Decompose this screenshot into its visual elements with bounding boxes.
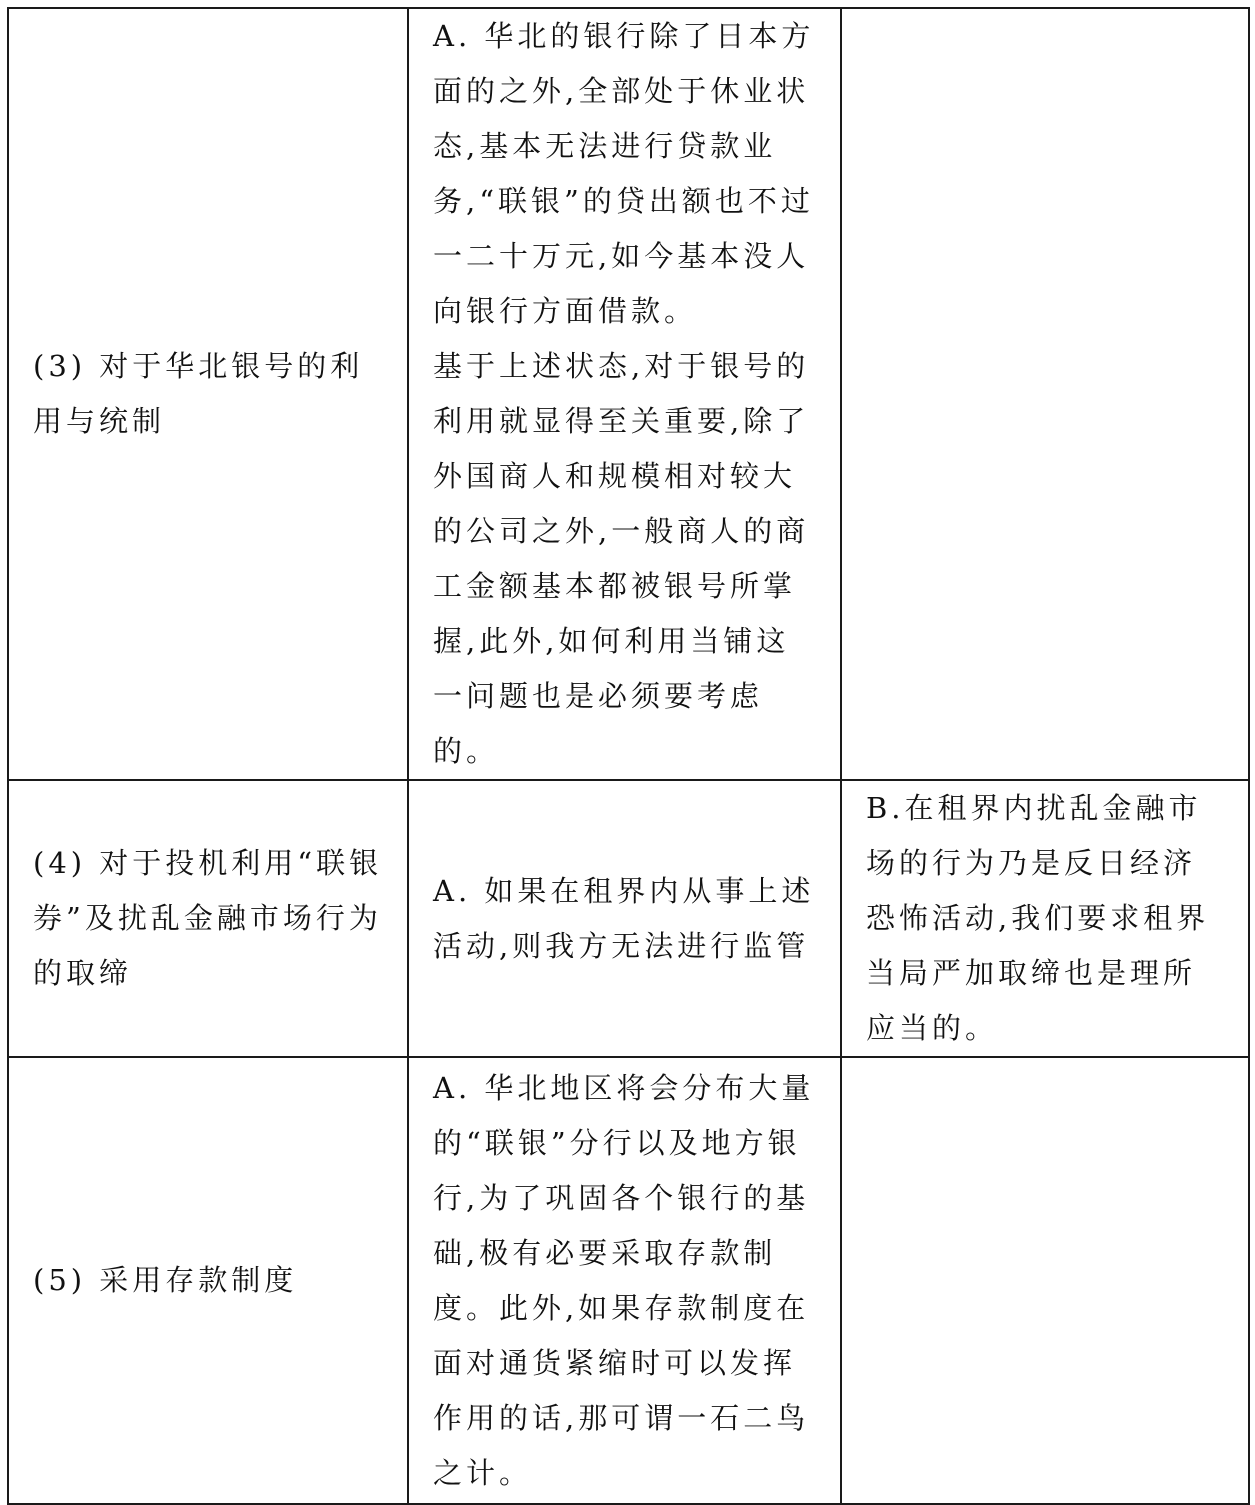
- topic-cell: (4) 对于投机利用“联银券”及扰乱金融市场行为的取缔: [8, 780, 408, 1057]
- topic-cell: (3) 对于华北银号的利用与统制: [8, 8, 408, 780]
- table-row: [8, 8, 1249, 780]
- document-table: [7, 7, 1250, 1505]
- measure-b-cell: B.在租界内扰乱金融市场的行为乃是反日经济恐怖活动,我们要求租界当局严加取缔也是理所应当的。: [841, 780, 1249, 1057]
- measure-a-paragraph: A. 华北的银行除了日本方面的之外,全部处于休业状态,基本无法进行贷款业务,“联银”的贷出额也不过一二十万元,如今基本没人向银行方面借款。: [433, 19, 815, 328]
- table-row: [8, 780, 1249, 1057]
- measure-a-cell: [408, 780, 841, 1057]
- measure-a-cell: [408, 8, 841, 780]
- measure-a-paragraph: 基于上述状态,对于银号的利用就显得至关重要,除了外国商人和规模相对较大的公司之外,一般商人的商工金额基本都被银号所掌握,此外,如何利用当铺这一问题也是必须要考虑的。: [433, 349, 810, 768]
- measure-b-cell: [841, 8, 1249, 780]
- table-row: [8, 1057, 1249, 1504]
- measure-a-paragraph: A. 如果在租界内从事上述活动,则我方无法进行监管: [433, 873, 815, 963]
- measure-a-paragraph: A. 华北地区将会分布大量的“联银”分行以及地方银行,为了巩固各个银行的基础,极有必要采取存款制度。此外,如果存款制度在面对通货紧缩时可以发挥作用的话,那可谓一石二鸟之计。: [433, 1070, 815, 1490]
- topic-cell: (5) 采用存款制度: [8, 1057, 408, 1504]
- measure-b-cell: [841, 1057, 1249, 1504]
- measure-a-cell: [408, 1057, 841, 1504]
